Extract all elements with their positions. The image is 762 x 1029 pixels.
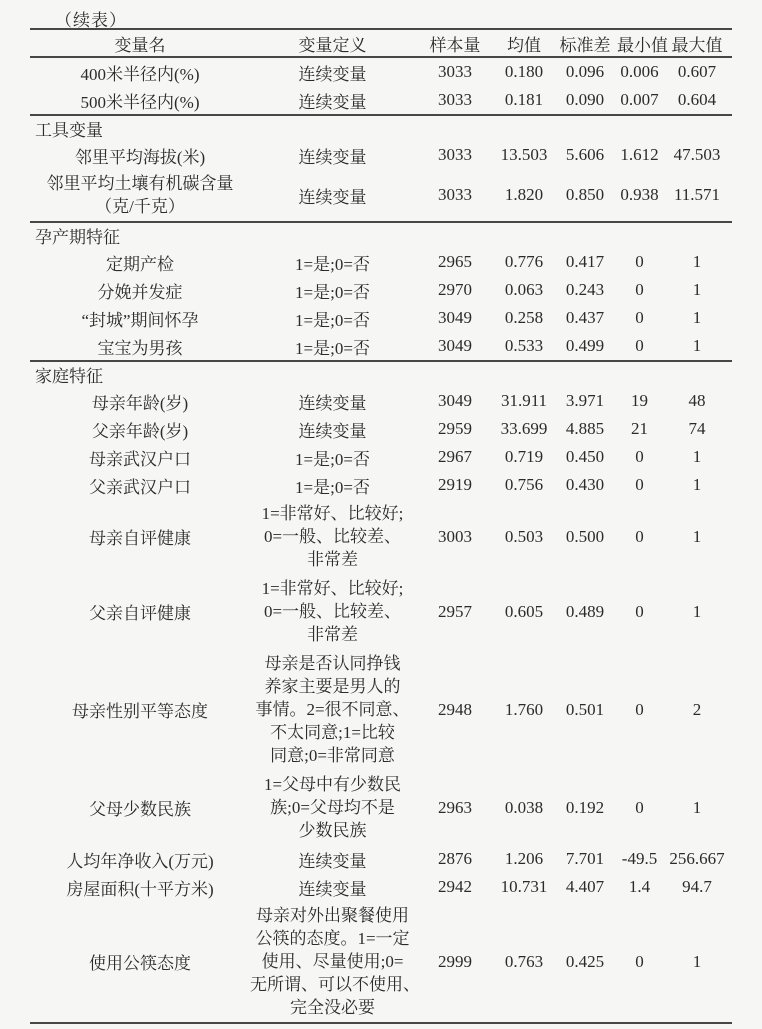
cell-std-dev: 0.096 [565, 62, 605, 81]
cell-std-dev: 4.407 [565, 877, 605, 896]
cell-max: 1 [692, 280, 702, 299]
cell-std-dev: 3.971 [565, 391, 605, 410]
cell-sample-size: 3033 [438, 90, 472, 109]
cell-sample-size: 3033 [438, 145, 472, 164]
cell-definition-line: 同意;0=非常同意 [270, 746, 395, 765]
cell-mean: 0.719 [504, 447, 544, 466]
cell-std-dev: 0.192 [565, 797, 605, 817]
cell-definition [250, 901, 420, 1023]
cell-max: 256.667 [669, 849, 725, 868]
cell-max: 1 [692, 447, 702, 466]
cell-definition-line: 不太同意;1=比较 [270, 723, 395, 742]
cell-sample-size: 2967 [438, 447, 472, 466]
cell-mean: 1.206 [504, 849, 544, 868]
cell-min: 0 [635, 336, 644, 355]
table-row [30, 141, 732, 169]
cell-min: 0 [635, 447, 644, 466]
cell-mean: 0.533 [504, 336, 544, 355]
section-title: 家庭特征 [35, 367, 103, 386]
cell-std-dev: 0.425 [565, 951, 605, 971]
cell-definition: 连续变量 [298, 147, 367, 167]
cell-sample-size: 2959 [438, 419, 472, 438]
cell-sample-size: 3049 [438, 336, 472, 355]
cell-sample-size: 2948 [438, 699, 472, 719]
cell-definition-line: 事情。2=很不同意、 [255, 700, 410, 719]
cell-definition-line: 完全没必要 [290, 998, 375, 1017]
cell-definition: 连续变量 [298, 64, 367, 84]
cell-variable-name-line: （克/千克） [95, 197, 185, 216]
cell-mean: 0.038 [504, 797, 544, 817]
cell-mean: 0.605 [504, 601, 544, 621]
cell-std-dev: 0.850 [565, 185, 605, 204]
cell-variable-name: 母亲年龄(岁) [91, 393, 189, 413]
section-title: 工具变量 [35, 121, 103, 140]
cell-variable-name-line: 邻里平均土壤有机碳含量 [46, 174, 234, 193]
cell-definition-line: 非常差 [307, 550, 358, 569]
cell-min: 0 [635, 280, 644, 299]
table-row [30, 332, 732, 361]
cell-mean: 0.503 [504, 526, 544, 546]
cell-mean: 0.063 [504, 280, 544, 299]
table-row [30, 499, 732, 574]
cell-variable-name [30, 169, 250, 222]
table-row [30, 649, 732, 770]
cell-variable-name: 400米半径内(%) [80, 64, 200, 84]
cell-max: 2 [692, 699, 702, 719]
table-row [30, 57, 732, 86]
table-row [30, 471, 732, 499]
cell-variable-name: 分娩并发症 [97, 282, 183, 302]
cell-variable-name: 邻里平均海拔(米) [74, 147, 206, 167]
table-row [30, 415, 732, 443]
cell-min: 0.007 [620, 90, 659, 109]
cell-mean: 0.756 [504, 475, 544, 494]
cell-max: 74 [688, 419, 706, 438]
cell-min: 1.612 [620, 145, 659, 164]
cell-variable-name: 母亲自评健康 [89, 529, 191, 548]
cell-mean: 0.258 [504, 308, 544, 327]
table-row [30, 873, 732, 901]
cell-definition-line: 使用、尽量使用;0= [261, 952, 404, 971]
cell-max: 94.7 [682, 877, 712, 896]
cell-definition-line: 非常差 [307, 625, 358, 644]
cell-sample-size: 2999 [438, 951, 472, 971]
column-header: 变量定义 [298, 35, 367, 55]
column-header: 样本量 [429, 35, 481, 55]
cell-definition-line: 母亲是否认同挣钱 [264, 654, 401, 673]
cell-min: 0 [635, 526, 644, 546]
cell-std-dev: 0.489 [565, 601, 605, 621]
cell-max: 1 [692, 526, 702, 546]
cell-definition: 连续变量 [298, 187, 367, 207]
cell-min: 0.006 [620, 62, 659, 81]
cell-sample-size: 2963 [438, 797, 472, 817]
cell-sample-size: 2942 [438, 877, 472, 896]
cell-sample-size: 2919 [438, 475, 472, 494]
section-header-row [30, 222, 732, 248]
table-row [30, 901, 732, 1023]
cell-min: 19 [631, 391, 648, 410]
cell-variable-name: 使用公筷态度 [89, 954, 191, 973]
cell-definition-line: 0=一般、比较差、 [263, 602, 402, 621]
column-header: 标准差 [559, 35, 611, 55]
cell-max: 1 [692, 308, 702, 327]
cell-definition: 连续变量 [298, 879, 367, 899]
table-row [30, 276, 732, 304]
cell-variable-name: 宝宝为男孩 [97, 338, 183, 358]
cell-definition: 连续变量 [298, 421, 367, 441]
cell-definition-line: 养家主要是男人的 [264, 677, 401, 696]
cell-max: 1 [692, 475, 702, 494]
cell-max: 1 [692, 797, 702, 817]
cell-definition-line: 1=非常好、比较好; [261, 579, 404, 598]
table-row [30, 86, 732, 115]
cell-mean: 0.181 [504, 90, 544, 109]
cell-variable-name: 父亲武汉户口 [89, 477, 191, 497]
cell-mean: 0.776 [504, 252, 544, 271]
cell-definition: 1=是;0=否 [295, 449, 370, 469]
cell-min: 0 [635, 308, 644, 327]
cell-max: 1 [692, 601, 702, 621]
column-header: 均值 [507, 35, 541, 55]
cell-definition [250, 649, 415, 770]
table-row [30, 248, 732, 276]
cell-definition-line: 1=非常好、比较好; [261, 504, 404, 523]
cell-definition [250, 499, 415, 574]
cell-std-dev: 0.243 [565, 280, 605, 299]
cell-min: 0.938 [620, 185, 659, 204]
cell-min: 1.4 [628, 877, 651, 896]
cell-definition: 连续变量 [298, 92, 367, 112]
cell-min: 21 [631, 419, 648, 438]
cell-definition: 1=是;0=否 [295, 310, 370, 330]
section-title: 孕产期特征 [35, 228, 120, 247]
cell-max: 0.604 [677, 90, 717, 109]
cell-definition-line: 少数民族 [298, 821, 367, 840]
cell-min: 0 [635, 699, 644, 719]
cell-min: -49.5 [621, 849, 658, 868]
cell-std-dev: 5.606 [565, 145, 605, 164]
cell-variable-name: 父母少数民族 [89, 800, 191, 819]
cell-max: 47.503 [673, 145, 721, 164]
cell-definition-line: 0=一般、比较差、 [263, 527, 402, 546]
cell-std-dev: 0.499 [565, 336, 605, 355]
cell-definition: 1=是;0=否 [295, 338, 370, 358]
cell-sample-size: 3003 [438, 526, 472, 546]
cell-sample-size: 3049 [438, 308, 472, 327]
cell-max: 1 [692, 951, 702, 971]
cell-variable-name: “封城”期间怀孕 [81, 310, 199, 330]
cell-min: 0 [635, 252, 644, 271]
cell-sample-size: 2965 [438, 252, 472, 271]
cell-std-dev: 0.437 [565, 308, 605, 327]
table-row [30, 443, 732, 471]
cell-sample-size: 3049 [438, 391, 472, 410]
cell-mean: 1.820 [504, 185, 544, 204]
cell-definition [250, 574, 415, 649]
cell-variable-name: 母亲性别平等态度 [72, 702, 208, 721]
cell-variable-name: 定期产检 [106, 254, 174, 274]
cell-definition [250, 770, 415, 845]
cell-mean: 0.180 [504, 62, 544, 81]
cell-definition: 1=是;0=否 [295, 254, 370, 274]
cell-sample-size: 3033 [438, 185, 472, 204]
cell-variable-name: 人均年净收入(万元) [66, 851, 214, 871]
cell-definition: 1=是;0=否 [295, 282, 370, 302]
cell-max: 1 [692, 336, 702, 355]
cell-min: 0 [635, 475, 644, 494]
cell-definition-line: 1=父母中有少数民 [263, 775, 402, 794]
section-header-row [30, 115, 732, 141]
cell-definition: 连续变量 [298, 851, 367, 871]
cell-variable-name: 母亲武汉户口 [89, 449, 191, 469]
cell-variable-name: 房屋面积(十平方米) [66, 879, 214, 899]
cell-std-dev: 0.090 [565, 90, 605, 109]
cell-max: 48 [688, 391, 706, 410]
cell-sample-size: 2876 [438, 849, 472, 868]
cell-definition-line: 母亲对外出聚餐使用 [256, 906, 409, 925]
cell-max: 11.571 [673, 185, 721, 204]
cell-std-dev: 0.450 [565, 447, 605, 466]
cell-min: 0 [635, 601, 644, 621]
cell-min: 0 [635, 797, 644, 817]
cell-mean: 10.731 [500, 877, 548, 896]
cell-min: 0 [635, 951, 644, 971]
cell-max: 0.607 [677, 62, 717, 81]
cell-std-dev: 4.885 [565, 419, 605, 438]
table-row [30, 770, 732, 845]
table-body [30, 57, 732, 1023]
cell-mean: 0.763 [504, 951, 544, 971]
cell-mean: 31.911 [500, 391, 548, 410]
table-row [30, 387, 732, 415]
table-row [30, 845, 732, 873]
column-header: 最小值 [617, 35, 668, 55]
table-header [30, 29, 732, 57]
summary-statistics-table [30, 28, 732, 1024]
cell-std-dev: 0.501 [565, 699, 605, 719]
cell-sample-size: 3033 [438, 62, 472, 81]
header-row [30, 29, 732, 57]
cell-std-dev: 0.417 [565, 252, 605, 271]
cell-definition-line: 公筷的态度。1=一定 [255, 929, 410, 948]
cell-mean: 13.503 [500, 145, 548, 164]
column-header: 变量名 [114, 35, 166, 55]
cell-mean: 33.699 [500, 419, 548, 438]
cell-definition: 1=是;0=否 [295, 477, 370, 497]
table-row [30, 169, 732, 222]
cell-std-dev: 0.500 [565, 526, 605, 546]
table-row [30, 304, 732, 332]
cell-std-dev: 0.430 [565, 475, 605, 494]
cell-definition: 连续变量 [298, 393, 367, 413]
continued-table-label: （续表） [55, 11, 127, 30]
cell-definition-line: 族;0=父母均不是 [270, 798, 395, 817]
table-row [30, 574, 732, 649]
cell-variable-name: 父亲年龄(岁) [91, 421, 189, 441]
cell-std-dev: 7.701 [565, 849, 605, 868]
cell-sample-size: 2957 [438, 601, 472, 621]
column-header: 最大值 [671, 35, 723, 55]
cell-definition-line: 无所谓、可以不使用、 [250, 975, 420, 994]
cell-variable-name: 父亲自评健康 [89, 604, 191, 623]
section-header-row [30, 361, 732, 387]
cell-sample-size: 2970 [438, 280, 472, 299]
cell-max: 1 [692, 252, 702, 271]
cell-mean: 1.760 [504, 699, 544, 719]
cell-variable-name: 500米半径内(%) [80, 92, 200, 112]
